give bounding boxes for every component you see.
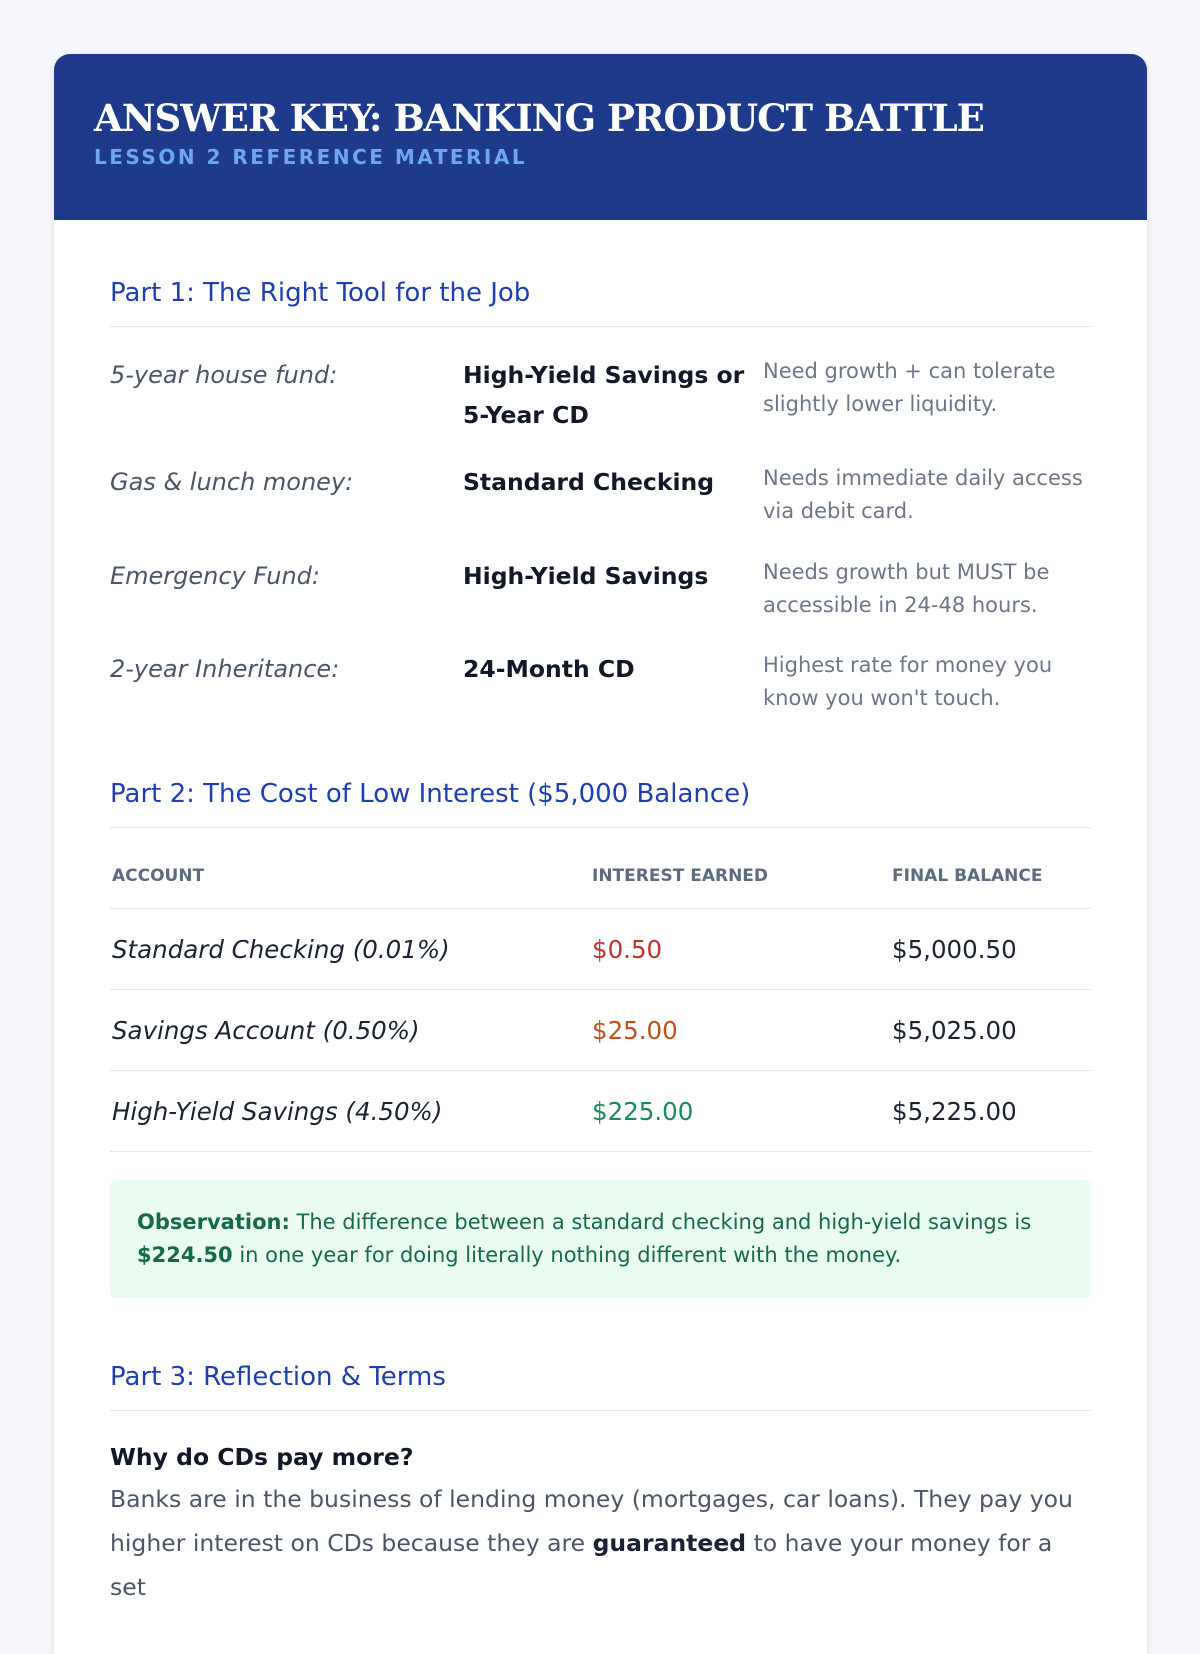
column-header-balance: FINAL BALANCE xyxy=(890,844,1091,909)
observation-label: Observation: xyxy=(137,1210,290,1234)
tool-answer: Standard Checking xyxy=(463,468,715,496)
tool-note: Needs immediate daily access via debit card. xyxy=(763,466,1083,523)
table-row xyxy=(110,909,1091,990)
observation-text-1: The difference between a standard checking and high-yield savings is xyxy=(289,1210,1032,1234)
part2-title: Part 2: The Cost of Low Interest ($5,000 Balance) xyxy=(110,745,1091,828)
observation-amount: $224.50 xyxy=(137,1243,233,1267)
column-header-interest: INTEREST EARNED xyxy=(590,844,890,909)
content-area xyxy=(54,220,1147,1609)
column-header-account: ACCOUNT xyxy=(110,844,590,909)
tool-answer: High-Yield Savings xyxy=(463,562,709,590)
part3-title: Part 3: Reflection & Terms xyxy=(110,1298,1091,1411)
answer-emphasis: guaranteed xyxy=(592,1529,747,1557)
tool-row xyxy=(110,462,1091,556)
account-cell: High-Yield Savings (4.50%) xyxy=(110,1071,590,1152)
tool-label: 2-year Inheritance: xyxy=(110,655,340,683)
interest-cell: $225.00 xyxy=(590,1071,890,1152)
tool-note: Need growth + can tolerate slightly lower liquidity. xyxy=(763,359,1056,416)
balance-cell: $5,225.00 xyxy=(890,1071,1091,1152)
tool-answer: High-Yield Savings or 5-Year CD xyxy=(463,361,745,429)
reflection-question: Why do CDs pay more? xyxy=(110,1443,414,1471)
observation-callout xyxy=(110,1180,1091,1298)
interest-cell: $0.50 xyxy=(590,909,890,990)
header-banner xyxy=(54,54,1147,220)
reflection-answer xyxy=(110,1477,1091,1609)
tool-label: Emergency Fund: xyxy=(110,562,320,590)
account-cell: Savings Account (0.50%) xyxy=(110,990,590,1071)
part1-title: Part 1: The Right Tool for the Job xyxy=(110,220,1091,327)
account-cell: Standard Checking (0.01%) xyxy=(110,909,590,990)
table-header-row xyxy=(110,844,1091,909)
interest-cell: $25.00 xyxy=(590,990,890,1071)
tool-list xyxy=(110,355,1091,745)
balance-cell: $5,000.50 xyxy=(890,909,1091,990)
tool-note: Needs growth but MUST be accessible in 24-48 hours. xyxy=(763,560,1050,617)
tool-label: Gas & lunch money: xyxy=(110,468,354,496)
interest-table xyxy=(110,844,1091,1152)
observation-text-2: in one year for doing literally nothing different with the money. xyxy=(232,1243,902,1267)
answer-text-2: to have your money for a set xyxy=(110,1529,1053,1601)
page-subtitle: LESSON 2 REFERENCE MATERIAL xyxy=(94,144,528,169)
table-row xyxy=(110,1071,1091,1152)
answer-text-1: Banks are in the business of lending money (mortgages, car loans). They pay you higher interest on CDs because they are xyxy=(110,1485,1073,1557)
tool-row xyxy=(110,649,1091,745)
tool-answer: 24-Month CD xyxy=(463,655,635,683)
tool-label: 5-year house fund: xyxy=(110,361,338,389)
tool-note: Highest rate for money you know you won't touch. xyxy=(763,653,1053,710)
balance-cell: $5,025.00 xyxy=(890,990,1091,1071)
table-row xyxy=(110,990,1091,1071)
page-title: ANSWER KEY: BANKING PRODUCT BATTLE xyxy=(94,96,984,140)
tool-row xyxy=(110,355,1091,462)
tool-row xyxy=(110,556,1091,649)
answer-key-card xyxy=(54,54,1147,1654)
